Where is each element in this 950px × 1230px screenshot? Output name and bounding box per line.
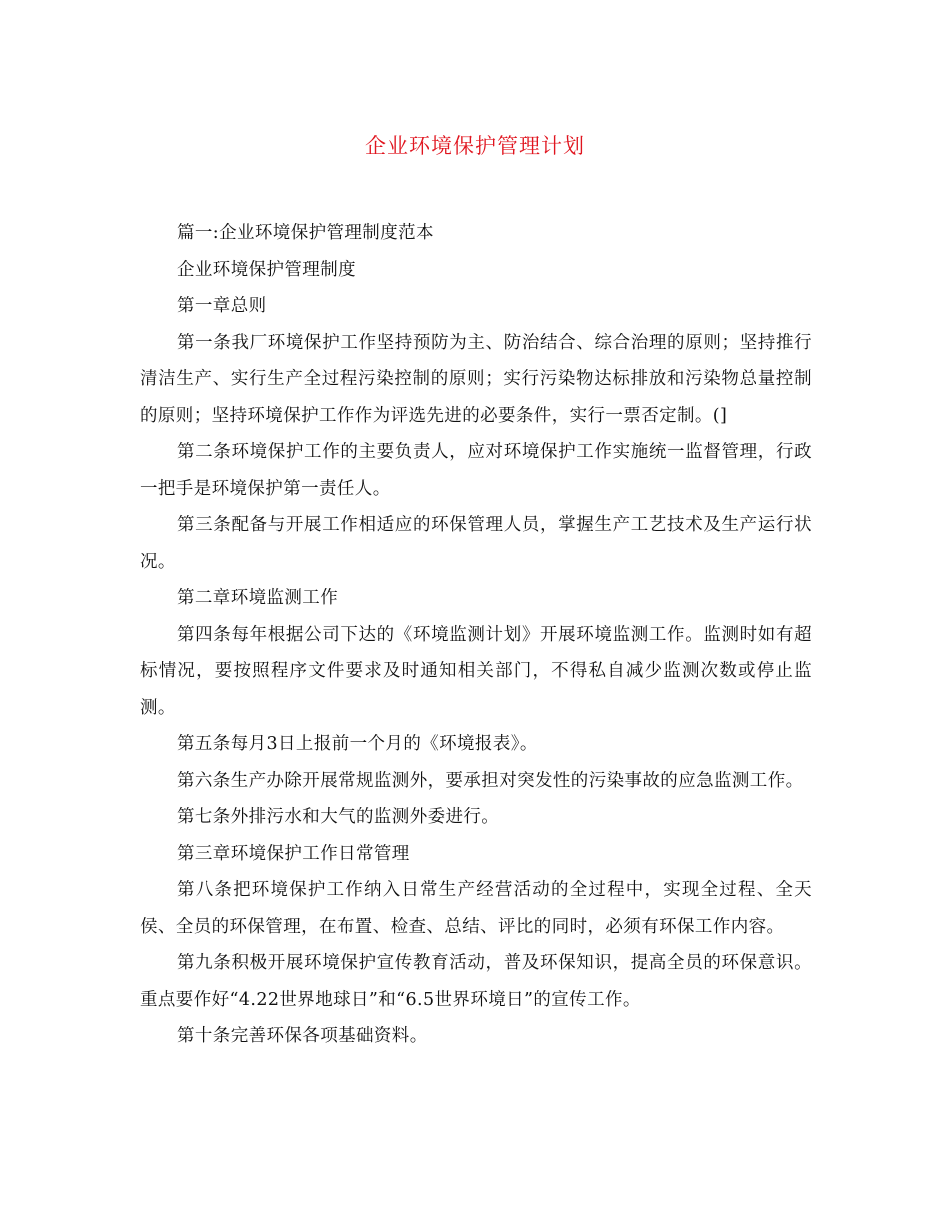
paragraph: 第一条我厂环境保护工作坚持预防为主、防治结合、综合治理的原则；坚持推行清洁生产、实行生产全过程污染控制的原则；实行污染物达标排放和污染物总量控制的原则；坚持环境保护工作作为评选先进的必要条件，实行一票否定制。(] (140, 332, 812, 426)
paragraph: 第九条积极开展环境保护宣传教育活动，普及环保知识，提高全员的环保意识。重点要作好“4.22世界地球日”和“6.5世界环境日”的宣传工作。 (140, 953, 812, 1010)
paragraph: 第四条每年根据公司下达的《环境监测计划》开展环境监测工作。监测时如有超标情况，要按照程序文件要求及时通知相关部门，不得私自减少监测次数或停止监测。 (140, 624, 812, 718)
chapter-heading: 第二章环境监测工作 (177, 588, 339, 608)
paragraph: 篇一:企业环境保护管理制度范本 (177, 223, 434, 243)
paragraph: 企业环境保护管理制度 (177, 259, 356, 280)
chapter-heading: 第三章环境保护工作日常管理 (177, 843, 410, 864)
paragraph: 第三条配备与开展工作相适应的环保管理人员，掌握生产工艺技术及生产运行状况。 (140, 515, 812, 572)
paragraph: 第五条每月3日上报前一个月的《环境报表》。 (177, 734, 538, 754)
document-body (140, 215, 812, 1055)
chapter-heading: 第一章总则 (177, 296, 267, 316)
paragraph: 第八条把环境保护工作纳入日常生产经营活动的全过程中，实现全过程、全天侯、全员的环保管理，在布置、检查、总结、评比的同时，必须有环保工作内容。 (140, 880, 812, 937)
paragraph: 第二条环境保护工作的主要负责人，应对环境保护工作实施统一监督管理，行政一把手是环境保护第一责任人。 (140, 442, 812, 499)
paragraph: 第六条生产办除开展常规监测外，要承担对突发性的污染事故的应急监测工作。 (177, 770, 804, 791)
paragraph: 第七条外排污水和大气的监测外委进行。 (177, 807, 500, 827)
document-title: 企业环境保护管理计划 (365, 134, 585, 158)
paragraph: 第十条完善环保各项基础资料。 (177, 1026, 428, 1046)
